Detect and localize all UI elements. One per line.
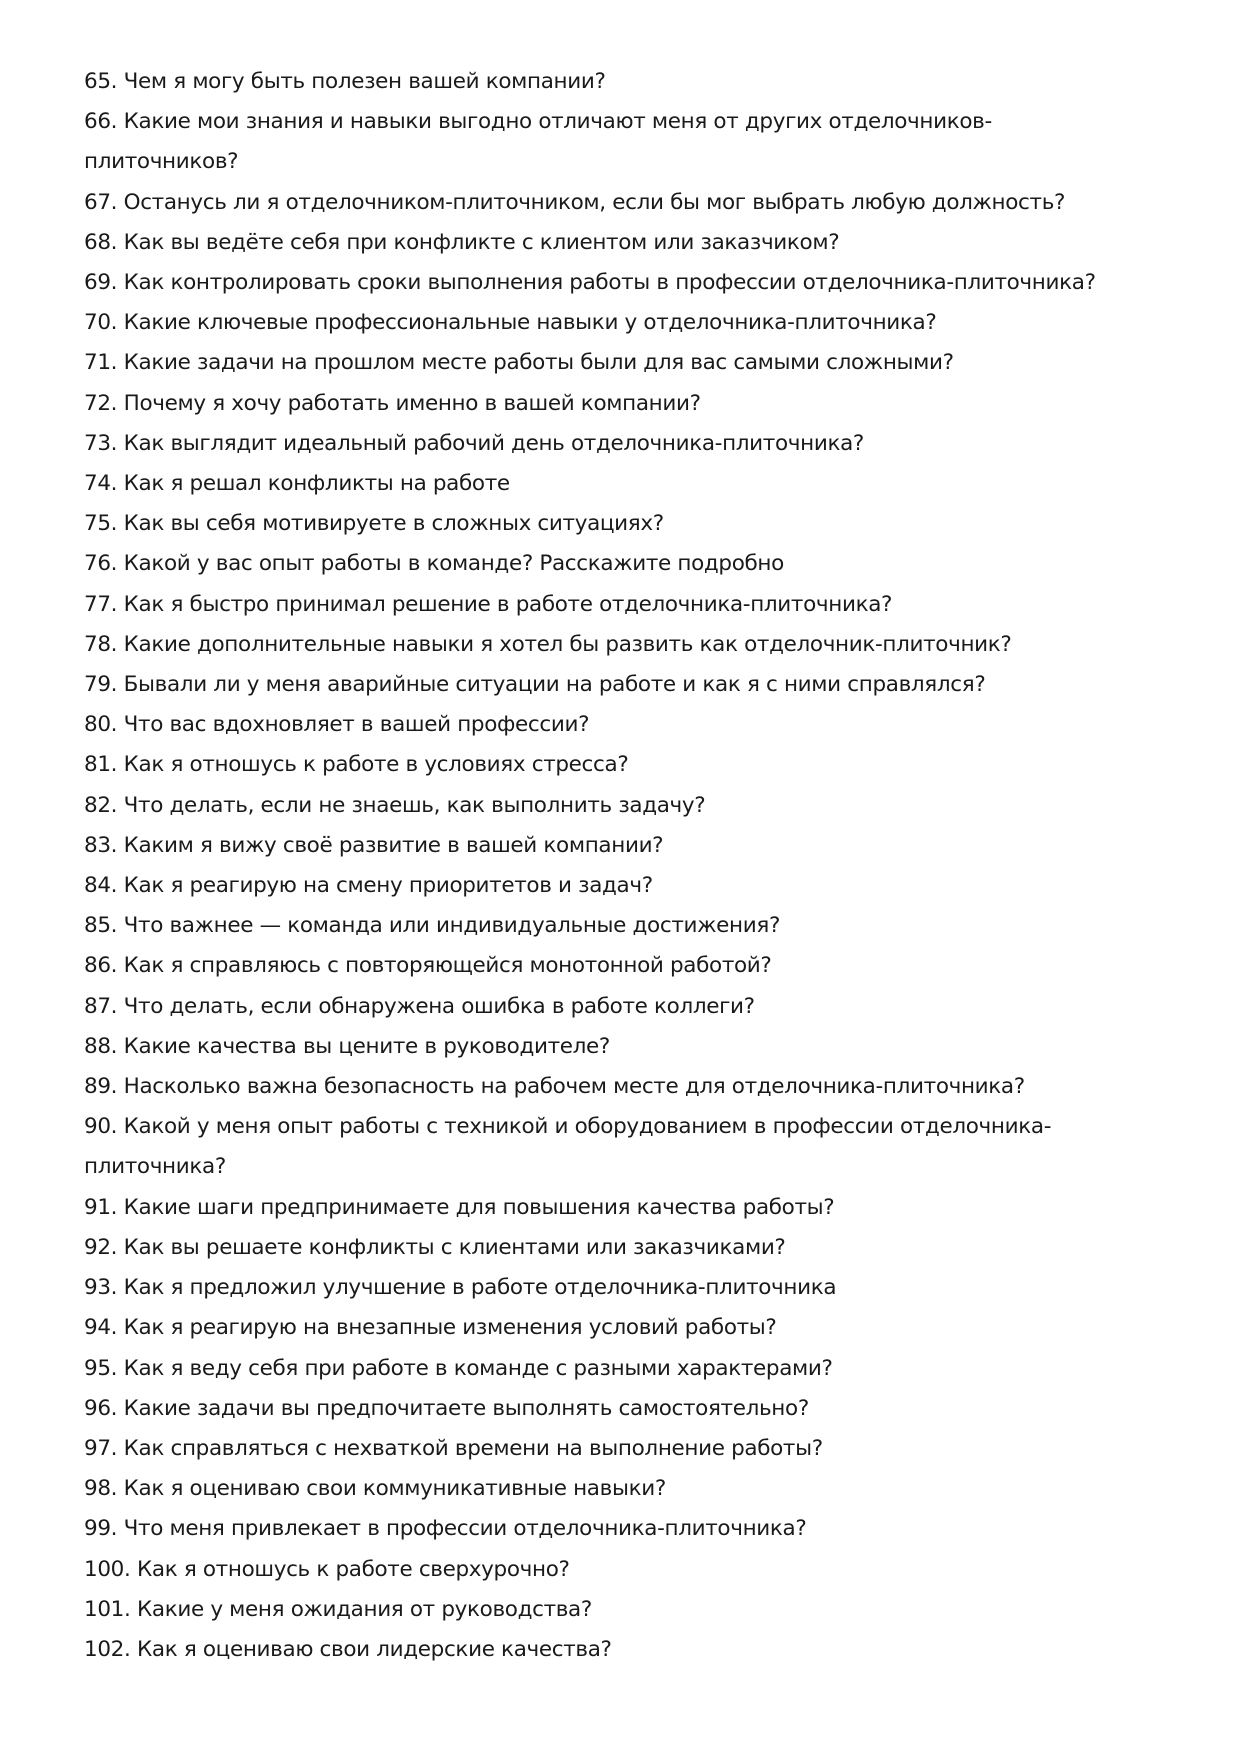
question-item: 90. Какой у меня опыт работы с техникой и оборудованием в профессии отделочника- плиточника? — [84, 1114, 1052, 1180]
question-item: 101. Какие у меня ожидания от руководства? — [84, 1596, 592, 1622]
question-item: 70. Какие ключевые профессиональные навыки у отделочника-плиточника? — [84, 310, 937, 336]
question-item: 92. Как вы решаете конфликты с клиентами или заказчиками? — [84, 1234, 786, 1260]
question-item: 80. Что вас вдохновляет в вашей профессии? — [84, 712, 590, 738]
question-item: 68. Как вы ведёте себя при конфликте с клиентом или заказчиком? — [84, 229, 840, 255]
question-item: 71. Какие задачи на прошлом месте работы были для вас самыми сложными? — [84, 350, 954, 376]
question-item: 69. Как контролировать сроки выполнения работы в профессии отделочника-плиточника? — [84, 270, 1096, 296]
question-item: 95. Как я веду себя при работе в команде с разными характерами? — [84, 1355, 833, 1381]
question-item: 66. Какие мои знания и навыки выгодно отличают меня от других отделочников- плиточников? — [84, 109, 992, 175]
question-item: 77. Как я быстро принимал решение в работе отделочника-плиточника? — [84, 591, 893, 617]
question-item: 72. Почему я хочу работать именно в вашей компании? — [84, 390, 701, 416]
question-item: 78. Какие дополнительные навыки я хотел бы развить как отделочник-плиточник? — [84, 631, 1012, 657]
question-item: 82. Что делать, если не знаешь, как выполнить задачу? — [84, 792, 706, 818]
question-item: 83. Каким я вижу своё развитие в вашей компании? — [84, 832, 664, 858]
question-item: 96. Какие задачи вы предпочитаете выполнять самостоятельно? — [84, 1395, 809, 1421]
question-item: 98. Как я оцениваю свои коммуникативные навыки? — [84, 1476, 666, 1502]
question-item: 85. Что важнее — команда или индивидуальные достижения? — [84, 913, 781, 939]
question-item: 86. Как я справляюсь с повторяющейся монотонной работой? — [84, 953, 772, 979]
question-item: 93. Как я предложил улучшение в работе отделочника-плиточника — [84, 1275, 837, 1301]
interview-question-list — [84, 62, 1194, 1670]
question-item: 100. Как я отношусь к работе сверхурочно? — [84, 1556, 570, 1582]
question-item: 79. Бывали ли у меня аварийные ситуации на работе и как я с ними справлялся? — [84, 672, 986, 698]
question-item: 73. Как выглядит идеальный рабочий день отделочника-плиточника? — [84, 430, 864, 456]
question-item: 81. Как я отношусь к работе в условиях стресса? — [84, 752, 629, 778]
question-item: 99. Что меня привлекает в профессии отделочника-плиточника? — [84, 1516, 807, 1542]
question-item: 87. Что делать, если обнаружена ошибка в работе коллеги? — [84, 993, 755, 1019]
question-item: 97. Как справляться с нехваткой времени на выполнение работы? — [84, 1435, 823, 1461]
question-item: 67. Останусь ли я отделочником-плиточником, если бы мог выбрать любую должность? — [84, 189, 1066, 215]
question-item: 75. Как вы себя мотивируете в сложных ситуациях? — [84, 511, 664, 537]
question-item: 102. Как я оцениваю свои лидерские качества? — [84, 1636, 612, 1662]
question-item: 74. Как я решал конфликты на работе — [84, 471, 510, 497]
question-item: 65. Чем я могу быть полезен вашей компании? — [84, 69, 606, 94]
question-item: 88. Какие качества вы цените в руководителе? — [84, 1033, 610, 1059]
question-item: 94. Как я реагирую на внезапные изменения условий работы? — [84, 1315, 777, 1341]
question-item: 84. Как я реагирую на смену приоритетов и задач? — [84, 873, 653, 899]
question-item: 89. Насколько важна безопасность на рабочем месте для отделочника-плиточника? — [84, 1074, 1025, 1100]
question-item: 76. Какой у вас опыт работы в команде? Расскажите подробно — [84, 551, 784, 577]
question-item: 91. Какие шаги предпринимаете для повышения качества работы? — [84, 1194, 835, 1220]
